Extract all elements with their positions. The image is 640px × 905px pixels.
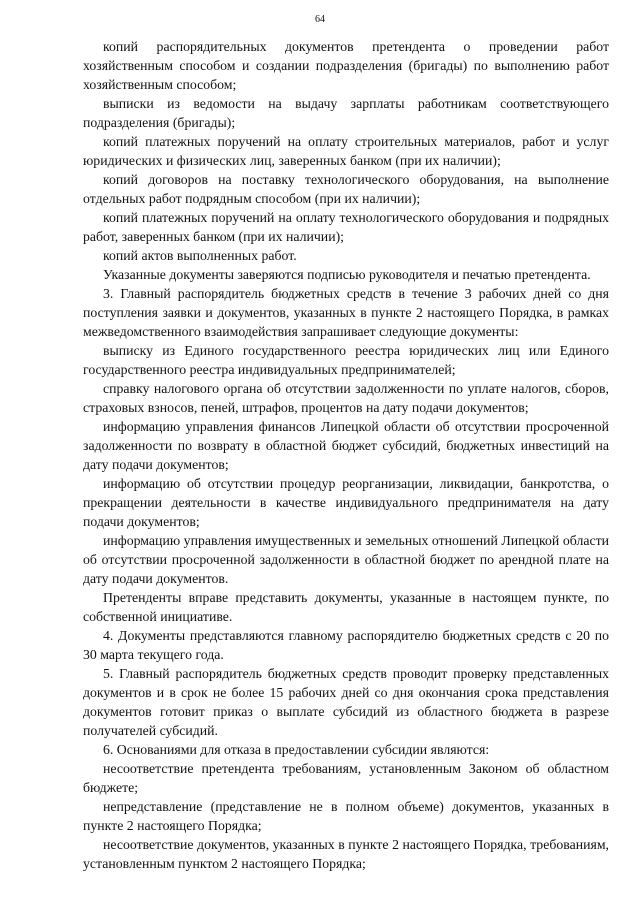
document-body bbox=[83, 37, 609, 873]
page-number: 64 bbox=[315, 14, 325, 25]
paragraph: непредставление (представление не в полном объеме) документов, указанных в пункте 2 настоящего Порядка; bbox=[83, 799, 609, 833]
paragraph: 3. Главный распорядитель бюджетных средств в течение 3 рабочих дней со дня поступления заявки и документов, указанных в пункте 2 настоящего Порядка, в рамках межведомственного взаимодействия запрашивает следующие документы: bbox=[83, 286, 609, 339]
paragraph: информацию об отсутствии процедур реорганизации, ликвидации, банкротства, о прекращении деятельности в качестве индивидуального предпринимателя на дату подачи документов; bbox=[83, 476, 609, 529]
paragraph: копий распорядительных документов претендента о проведении работ хозяйственным способом и создании подразделения (бригады) по выполнению работ хозяйственным способом; bbox=[83, 39, 609, 92]
paragraph: копий платежных поручений на оплату строительных материалов, работ и услуг юридических и физических лиц, заверенных банком (при их наличии); bbox=[83, 134, 609, 168]
paragraph: выписки из ведомости на выдачу зарплаты работникам соответствующего подразделения (бригады); bbox=[83, 96, 609, 130]
paragraph: Указанные документы заверяются подписью руководителя и печатью претендента. bbox=[103, 267, 591, 282]
paragraph: выписку из Единого государственного реестра юридических лиц или Единого государственного реестра индивидуальных предпринимателей; bbox=[83, 343, 609, 377]
paragraph: информацию управления финансов Липецкой области об отсутствии просроченной задолженности по возврату в областной бюджет субсидий, бюджетных инвестиций на дату подачи документов; bbox=[83, 419, 609, 472]
paragraph: несоответствие претендента требованиям, установленным Законом об областном бюджете; bbox=[83, 761, 609, 795]
paragraph: справку налогового органа об отсутствии задолженности по уплате налогов, сборов, страховых взносов, пеней, штрафов, процентов на дату подачи документов; bbox=[83, 381, 609, 415]
paragraph: 6. Основаниями для отказа в предоставлении субсидии являются: bbox=[103, 742, 490, 757]
paragraph: 4. Документы представляются главному распорядителю бюджетных средств с 20 по 30 марта текущего года. bbox=[83, 628, 609, 662]
paragraph: информацию управления имущественных и земельных отношений Липецкой области об отсутствии просроченной задолженности в областной бюджет по арендной плате на дату подачи документов. bbox=[83, 533, 609, 586]
paragraph: 5. Главный распорядитель бюджетных средств проводит проверку представленных документов и в срок не более 15 рабочих дней со дня окончания срока представления документов готовит приказ о выплате субсидий из областного бюджета в разрезе получателей субсидий. bbox=[83, 666, 609, 738]
paragraph: копий договоров на поставку технологического оборудования, на выполнение отдельных работ подрядным способом (при их наличии); bbox=[83, 172, 609, 206]
paragraph: несоответствие документов, указанных в пункте 2 настоящего Порядка, требованиям, установленным пунктом 2 настоящего Порядка; bbox=[83, 837, 609, 871]
paragraph: копий актов выполненных работ. bbox=[103, 248, 297, 263]
paragraph: копий платежных поручений на оплату технологического оборудования и подрядных работ, заверенных банком (при их наличии); bbox=[83, 210, 609, 244]
paragraph: Претенденты вправе представить документы, указанные в настоящем пункте, по собственной инициативе. bbox=[83, 590, 609, 624]
